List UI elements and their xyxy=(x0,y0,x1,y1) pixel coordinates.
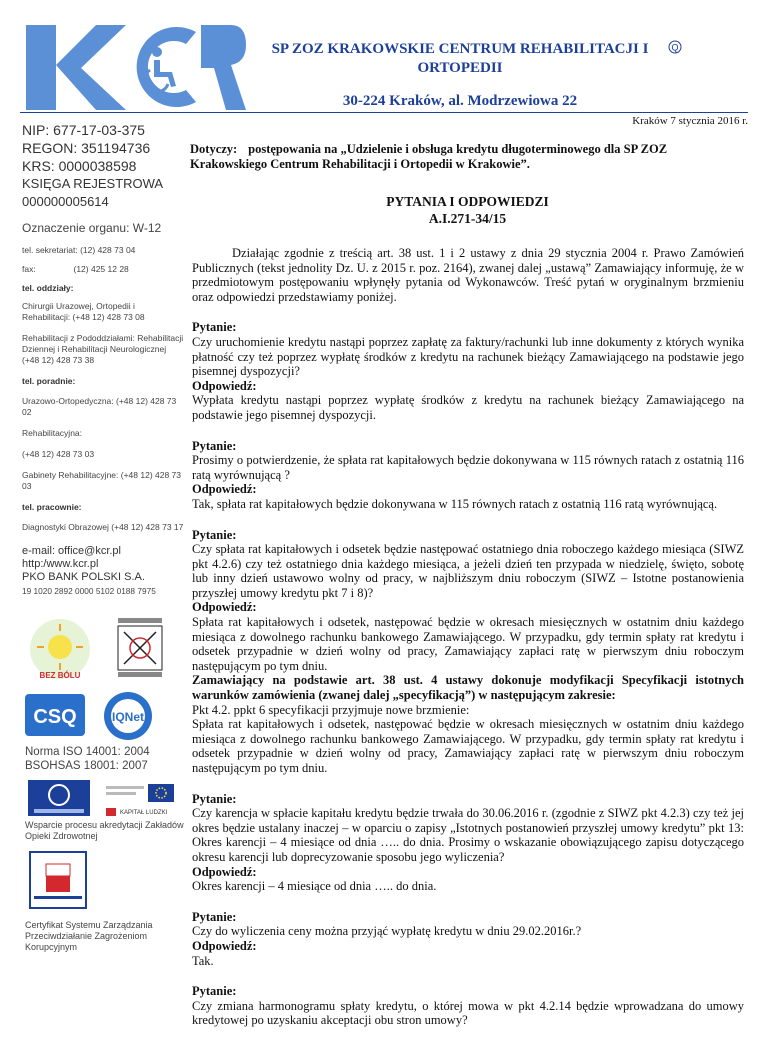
letter-date: Kraków 7 stycznia 2016 r. xyxy=(632,115,748,127)
question-text: Prosimy o potwierdzenie, że spłata rat kapitałowych będzie dokonywana w 115 równych ratach z ostatnią 116 ratą wyrównującą ? xyxy=(192,453,744,482)
tel-sekretariat: tel. sekretariat: (12) 428 73 04 xyxy=(22,245,136,255)
oznaczenie-organu: Oznaczenie organu: W-12 xyxy=(22,221,162,235)
website[interactable]: http:/www.kcr.pl xyxy=(22,558,99,570)
iso-norm: Norma ISO 14001: 2004 xyxy=(25,746,150,758)
csq-text: CSQ xyxy=(33,706,77,728)
email[interactable]: e-mail: office@kcr.pl xyxy=(22,545,121,557)
quality-mark-icon xyxy=(668,40,682,54)
qa-item xyxy=(192,792,744,894)
regon: REGON: 351194736 xyxy=(22,140,151,156)
akredytacja-caption: Wsparcie procesu akredytacji Zakładów Opieki Zdrowotnej xyxy=(25,820,184,841)
pracownie-heading: tel. pracownie: xyxy=(22,502,82,512)
answer-text: Tak, spłata rat kapitałowych będzie dokonywana w 115 równych ratach z ostatnią 116 ratą wyrównującą. xyxy=(192,496,718,511)
accreditation-certificate-icon xyxy=(28,780,90,816)
question-text: Czy karencja w spłacie kapitału kredytu będzie trwała do 30.06.2016 r. (zgodnie z SIWZ pkt 4.2.3) czy też jej okres będzie ustalany inaczej – w oparciu o zapisy „Istotnych postanowień przyszłej umowy kredytu” pkt 13: Okres karencji – 4 miesiące od dnia ….. do dnia. Prosimy o wskazanie obowiązującego zapisu dotyczącego okresu karencji lub doprecyzowanie sposobu jego wyliczenia? xyxy=(192,806,744,864)
question-label: Pytanie: xyxy=(192,438,237,453)
answer-text: Spłata rat kapitałowych i odsetek, następować będzie w okresach miesięcznych w ostatnim dniu każdego miesiąca z dowolnego rachunku bankowego Zamawiającego. W przypadku, gdy termin spłaty rat kredytu i odsetek przypadnie w dzień wolny od pracy, Zamawiający zapłaci ratę w pierwszym dniu roboczym następującym po tym dniu. xyxy=(192,615,744,673)
intro-paragraph: Działając zgodnie z treścią art. 38 ust. 1 i 2 ustawy z dnia 29 stycznia 2004 r. Prawo Zamówień Publicznych (tekst jednolity Dz. U. z 2015 r. poz. 2164), zwanej dalej „ustawą” Zamawiający informuję, że w przedmiotowym postępowaniu wpłynęły pytania od Wykonawców. Treść pytań w oryginalnym brzmieniu oraz odpowiedzi przedstawiamy poniżej. xyxy=(192,246,744,304)
qa-item xyxy=(192,439,744,512)
nip: NIP: 677-17-03-375 xyxy=(22,122,145,138)
question-label: Pytanie: xyxy=(192,984,237,999)
subject-text: postępowania na „Udzielenie i obsługa kredytu długoterminowego dla SP ZOZ Krakowskiego Centrum Rehabilitacji i Ortopedii w Krakowie”. xyxy=(190,142,668,171)
krs: KRS: 0000038598 xyxy=(22,158,137,174)
bsohsas-norm: BSOHSAS 18001: 2007 xyxy=(25,760,148,772)
modification-point: Pkt 4.2. ppkt 6 specyfikacji przyjmuje nowe brzmienie: xyxy=(192,702,470,717)
answer-text: Tak. xyxy=(192,953,214,968)
poradnie-heading: tel. poradnie: xyxy=(22,376,76,386)
answer-label: Odpowiedź: xyxy=(192,482,257,497)
bez-bolu-badge-icon xyxy=(25,614,95,684)
pracownie-1: Diagnostyki Obrazowej (+48 12) 428 73 17 xyxy=(22,522,184,532)
oddzialy-2: Rehabilitacji z Pododdziałami: Rehabilitacji Dziennej i Rehabilitacji Neurologicznej (+48 12) 428 73 38 xyxy=(22,333,184,365)
answer-label: Odpowiedź: xyxy=(192,378,257,393)
question-text: Czy do wyliczenia ceny można przyjąć wypłatę kredytu w dniu 29.02.2016r.? xyxy=(192,924,582,939)
document-title xyxy=(190,193,745,227)
fax: fax: (12) 425 12 28 xyxy=(22,264,129,274)
anti-corruption-certificate-icon xyxy=(28,850,88,910)
answer-label: Odpowiedź: xyxy=(192,938,257,953)
certyfikat-caption: Certyfikat Systemu Zarządzania Przeciwdziałanie Zagrożeniom Korupcyjnym xyxy=(25,920,153,952)
eu-funds-badge-icon xyxy=(102,782,178,818)
bank-name: PKO BANK POLSKI S.A. xyxy=(22,571,145,583)
bank-account: 19 1020 2892 0000 5102 0188 7975 xyxy=(22,586,156,596)
question-text: Czy zmiana harmonogramu spłaty kredytu, o której mowa w pkt 4.2.14 będzie wprowadzana do umowy kredytowej po uzyskaniu akceptacji obu stron umowy? xyxy=(192,998,744,1028)
poradnie-1: Urazowo-Ortopedyczna: (+48 12) 428 73 02 xyxy=(22,396,177,417)
question-label: Pytanie: xyxy=(192,909,237,924)
qa-item xyxy=(192,910,744,968)
oddzialy-heading: tel. oddziały: xyxy=(22,283,74,293)
qa-item xyxy=(192,528,744,776)
question-label: Pytanie: xyxy=(192,791,237,806)
poradnie-4: Gabinety Rehabilitacyjne: (+48 12) 428 73 03 xyxy=(22,470,182,491)
question-text: Czy spłata rat kapitałowych i odsetek będzie następować ostatniego dnia roboczego każdego miesiąca (SIWZ pkt 4.2.6) czy też ostatniego dnia każdego miesiąca, a jeżeli dzień ten przypada w niedzielę, święto, sobotę lub inny dzień ustawowo wolny od pracy, w najbliższym dniu roboczym (SIWZ – Istotne postanowienia przyszłej umowy kredytu pkt 7 i 8)? xyxy=(192,542,744,600)
question-label: Pytanie: xyxy=(192,320,237,335)
modification-text: Spłata rat kapitałowych i odsetek, następować będzie w okresach miesięcznych w ostatnim dniu każdego miesiąca z dowolnego rachunku bankowego Zamawiającego. W przypadku, gdy termin spłaty rat kredytu i odsetek przypadnie w dzień wolny od pracy, Zamawiający zapłaci ratę w pierwszym dniu roboczym następującym po tym dniu. xyxy=(192,717,744,775)
iqnet-text: IQNet xyxy=(111,710,145,724)
modification-notice: Zamawiający na podstawie art. 38 ust. 4 ustawy dokonuje modyfikacji Specyfikacji istotnych warunków zamówienia (zwanej dalej „specyfikacją”) w następującym zakresie: xyxy=(192,673,744,703)
header-divider xyxy=(20,112,748,113)
oddzialy-1: Chirurgii Urazowej, Ortopedii i Rehabilitacji: (+48 12) 428 73 08 xyxy=(22,301,145,322)
csq-iqnet-badge-icon xyxy=(25,690,175,742)
answer-text: Okres karencji – 4 miesiące od dnia ….. do dnia. xyxy=(192,879,437,894)
poradnie-3: (+48 12) 428 73 03 xyxy=(22,449,95,459)
question-text: Czy uruchomienie kredytu nastąpi poprzez zapłatę za faktury/rachunki lub inne dokumenty z których wynika płatność czy też poprzez wypłatę środków z kredytu na rachunek bieżący Zamawiającego na podstawie jego pisemnej dyspozycji? xyxy=(192,334,744,379)
org-address: 30-224 Kraków, al. Modrzewiowa 22 xyxy=(342,93,578,109)
question-label: Pytanie: xyxy=(192,527,237,542)
poradnie-2: Rehabilitacyjna: xyxy=(22,428,83,438)
answer-label: Odpowiedź: xyxy=(192,600,257,615)
svg-text:Q: Q xyxy=(671,42,679,53)
polish-pain-society-badge-icon xyxy=(110,614,170,684)
qa-item xyxy=(192,984,744,1028)
answer-label: Odpowiedź: xyxy=(192,864,257,879)
bez-bolu-text: BEZ BÓLU xyxy=(39,671,81,680)
answer-text: Wypłata kredytu nastąpi poprzez wypłatę środków z kredytu na rachunek bieżący Zamawiającego na podstawie jego pisemnej dyspozycji. xyxy=(192,393,744,422)
kcr-logo xyxy=(26,20,246,120)
ksiega-rejestrowa: KSIĘGA REJESTROWA 000000005614 xyxy=(22,176,163,209)
title-reference: A.I.271-34/15 xyxy=(428,211,507,226)
letter-body xyxy=(192,246,744,1044)
kapital-ludzki-text: KAPITAŁ LUDZKI xyxy=(120,810,168,816)
sidebar xyxy=(22,115,184,597)
org-name: SP ZOZ KRAKOWSKIE CENTRUM REHABILITACJI I ORTOPEDII xyxy=(271,41,649,76)
qa-item xyxy=(192,320,744,422)
subject-label: Dotyczy: xyxy=(190,142,238,156)
subject xyxy=(190,142,745,172)
title-line-1: PYTANIA I ODPOWIEDZI xyxy=(386,194,549,209)
